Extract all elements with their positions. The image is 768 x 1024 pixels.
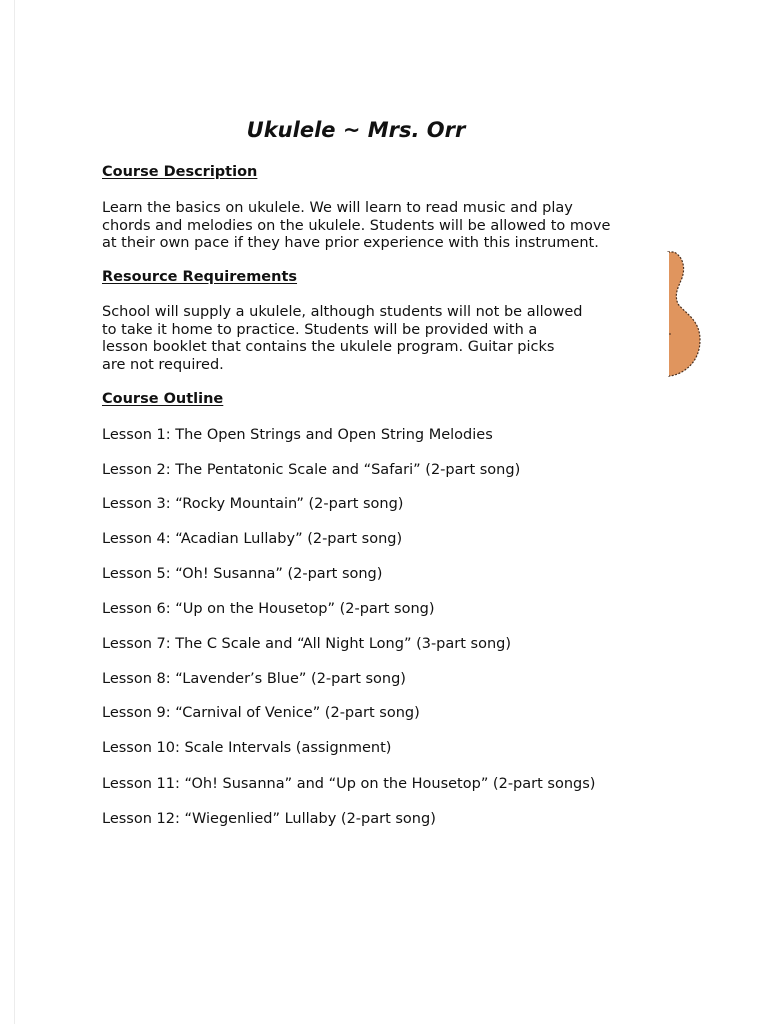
- lesson-item: Lesson 8: “Lavender’s Blue” (2-part song): [102, 671, 406, 687]
- text-line: to take it home to practice. Students will be provided with a: [102, 321, 538, 338]
- lesson-item: Lesson 12: “Wiegenlied” Lullaby (2-part song): [102, 811, 436, 827]
- ukulele-body-icon: [660, 250, 708, 378]
- text-line: chords and melodies on the ukulele. Students will be allowed to move: [102, 217, 611, 234]
- text-line: Learn the basics on ukulele. We will learn to read music and play: [102, 200, 573, 216]
- lesson-item: Lesson 3: “Rocky Mountain” (2-part song): [102, 496, 404, 512]
- lesson-item: Lesson 10: Scale Intervals (assignment): [102, 740, 392, 756]
- text-line: are not required.: [102, 356, 224, 373]
- lesson-item: Lesson 4: “Acadian Lullaby” (2-part song): [102, 531, 403, 547]
- lesson-item: Lesson 11: “Oh! Susanna” and “Up on the Housetop” (2-part songs): [102, 776, 596, 792]
- lesson-item: Lesson 2: The Pentatonic Scale and “Safari” (2-part song): [102, 462, 521, 478]
- lesson-item: Lesson 1: The Open Strings and Open String Melodies: [102, 427, 493, 443]
- lesson-item: Lesson 6: “Up on the Housetop” (2-part song): [102, 601, 435, 617]
- course-description-heading: Course Description: [102, 164, 258, 180]
- lesson-item: Lesson 7: The C Scale and “All Night Long” (3-part song): [102, 636, 512, 652]
- lesson-item: Lesson 9: “Carnival of Venice” (2-part song): [102, 705, 420, 721]
- text-line: School will supply a ukulele, although students will not be allowed: [102, 304, 583, 320]
- course-outline-heading: Course Outline: [102, 391, 224, 407]
- page-edge: [14, 0, 15, 1024]
- resource-requirements-text: [102, 304, 642, 374]
- text-line: at their own pace if they have prior experience with this instrument.: [102, 235, 599, 251]
- lesson-item: Lesson 5: “Oh! Susanna” (2-part song): [102, 566, 383, 582]
- resource-requirements-heading: Resource Requirements: [102, 269, 298, 285]
- page-title: Ukulele ~ Mrs. Orr: [246, 118, 466, 142]
- text-line: lesson booklet that contains the ukulele program. Guitar picks: [102, 339, 555, 355]
- course-description-text: [102, 200, 642, 253]
